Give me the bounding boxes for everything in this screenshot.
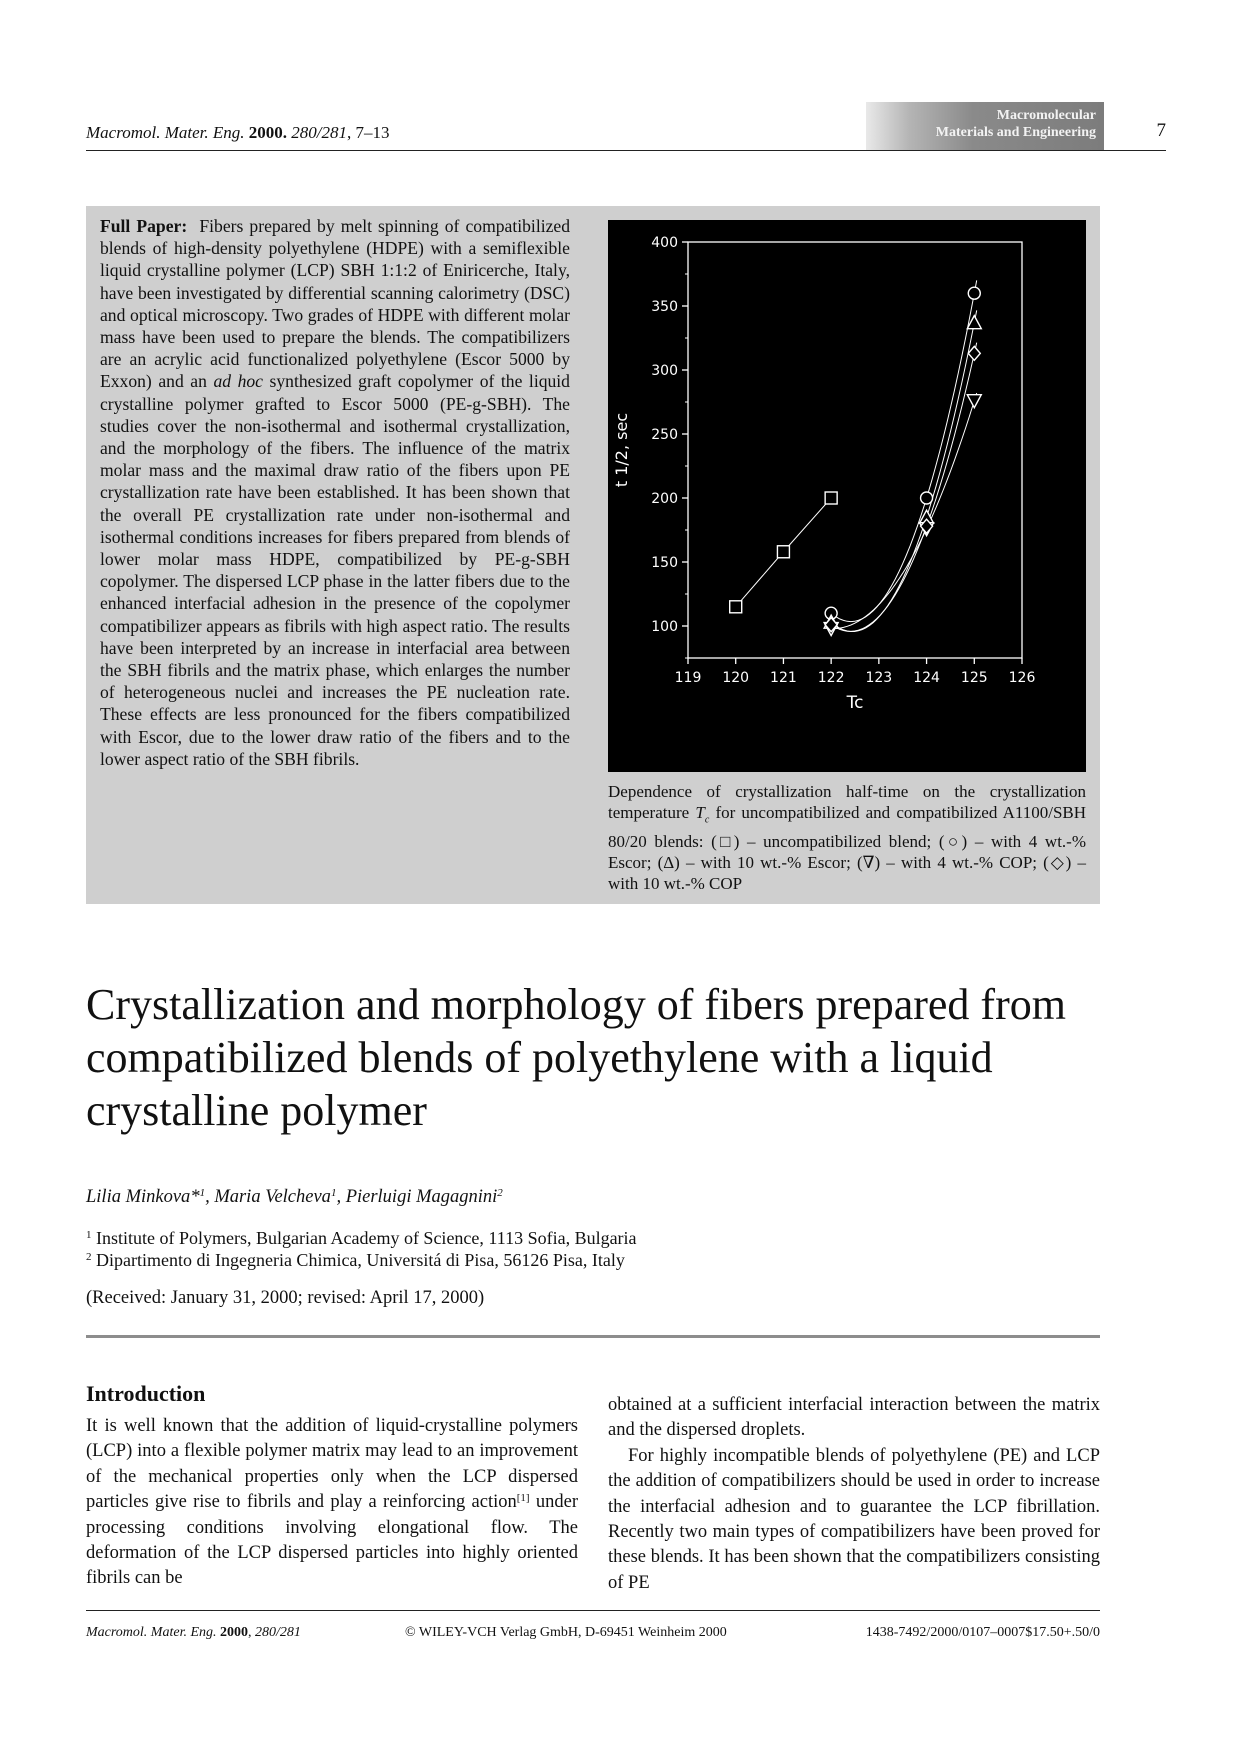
author-separator: , xyxy=(336,1187,346,1207)
author-name: Lilia Minkova xyxy=(86,1187,191,1207)
marker-diamond xyxy=(968,346,980,360)
header-citation xyxy=(86,123,389,143)
journal-logo xyxy=(866,102,1104,150)
affiliation-text: Dipartimento di Ingegneria Chimica, Universitá di Pisa, 56126 Pisa, Italy xyxy=(96,1250,625,1270)
affiliation-sup: 1 xyxy=(86,1229,92,1241)
page-number: 7 xyxy=(1156,120,1166,141)
author-separator: , xyxy=(205,1187,215,1207)
figure-caption xyxy=(608,781,1086,894)
x-tick-label: 124 xyxy=(913,670,940,686)
body-column-left xyxy=(86,1380,578,1592)
caption-tc xyxy=(695,803,710,826)
header-volume: 280/281 xyxy=(291,123,347,142)
footer-citation: Macromol. Mater. Eng. 2000, 280/281 xyxy=(86,1625,301,1640)
figure-chart xyxy=(608,220,1086,772)
author-affil-sup: 1 xyxy=(199,1187,206,1199)
header-pages: , 7–13 xyxy=(346,123,390,142)
author-affil-sup: 2 xyxy=(497,1187,503,1199)
x-tick-label: 120 xyxy=(722,670,750,686)
abstract-text-part1: Fibers prepared by melt spinning of compatibilized blends of high-density polyethylene (HDPE) with a semiflexible liquid crystalline polymer (LCP) SBH 1:1:2 of Eniricerche, Italy, have been investigated by differential scanning calorimetry (DSC) and optical microscopy. Two grades of HDPE with different molar mass have been used to prepare the blends. The compatibilizers are an acrylic acid functionalized polyethylene (Escor 5000 by Exxon) and an xyxy=(100,216,571,392)
affiliation-text: Institute of Polymers, Bulgarian Academy of Science, 1113 Sofia, Bulgaria xyxy=(96,1228,637,1248)
body-text: It is well known that the addition of liquid-crystalline polymers (LCP) into a flexible polymer matrix may lead to an improvement of the mechanical properties only when the LCP dispersed particles give rise to fibrils and play a reinforcing action xyxy=(86,1416,578,1513)
header-year: 2000. xyxy=(248,123,287,142)
body-paragraph xyxy=(86,1414,578,1592)
author-mark: * xyxy=(190,1187,200,1207)
y-tick-label: 250 xyxy=(651,427,678,443)
affiliation-sup: 2 xyxy=(86,1251,92,1263)
footer-journal: Macromol. Mater. Eng. xyxy=(86,1625,217,1640)
x-tick-label: 122 xyxy=(817,670,845,686)
header-journal: Macromol. Mater. Eng. xyxy=(86,123,245,142)
x-tick-label: 126 xyxy=(1008,670,1036,686)
footer-copyright: © WILEY-VCH Verlag GmbH, D-69451 Weinheim 2000 xyxy=(405,1625,727,1640)
caption-part1: Dependence of crystallization half-time on the crystallization temperature xyxy=(608,782,1086,823)
series-curve xyxy=(829,310,977,631)
marker-square xyxy=(730,601,742,613)
caption-part2: for uncompatibilized and compatibilized A1100/SBH 80/20 blends: (□) – uncompatibilized blend; (○) – with 4 wt.-% Escor; (Δ) – with 10 wt.-% Escor; (∇) – with 4 wt.-% COP; (◇) – with 10 wt.-% COP xyxy=(608,803,1087,894)
crystallization-chart xyxy=(608,220,1086,772)
y-tick-label: 400 xyxy=(651,235,678,251)
author xyxy=(214,1187,345,1207)
abstract-text xyxy=(100,215,570,770)
x-tick-label: 123 xyxy=(865,670,893,686)
author-list xyxy=(86,1187,503,1208)
journal-logo-line2: Materials and Engineering xyxy=(935,125,1096,140)
abstract-italic-term: ad hoc xyxy=(213,371,263,392)
y-tick-label: 150 xyxy=(651,555,678,571)
x-tick-label: 121 xyxy=(770,670,797,686)
y-axis-label: t 1/2, sec xyxy=(612,412,631,488)
section-divider xyxy=(86,1335,1100,1338)
footer-rule xyxy=(86,1610,1100,1611)
y-tick-label: 100 xyxy=(651,619,678,635)
series-curve xyxy=(829,280,977,621)
marker-circle xyxy=(921,492,933,504)
author-name: Pierluigi Magagnini xyxy=(345,1187,498,1207)
paper-title: Crystallization and morphology of fibers prepared from compatibilized blends of polyethylene with a liquid crystalline polymer xyxy=(86,980,1066,1135)
abstract-box xyxy=(86,206,1100,904)
x-tick-label: 119 xyxy=(674,670,702,686)
marker-diamond xyxy=(825,618,837,632)
header-rule xyxy=(86,150,1166,151)
author xyxy=(86,1187,214,1207)
footer-volume: 280/281 xyxy=(255,1625,301,1640)
x-tick-label: 125 xyxy=(960,670,988,686)
body-column-right xyxy=(608,1393,1100,1596)
body-paragraph: For highly incompatible blends of polyethylene (PE) and LCP the addition of compatibilizers should be used in order to increase the interfacial adhesion and to guarantee the LCP fibrillation. Recently two main types of compatibilizers have been proved for these blends. It has been shown that the compatibilizers consisting of PE xyxy=(608,1445,1100,1593)
abstract-label: Full Paper: xyxy=(100,216,188,236)
received-dates: (Received: January 31, 2000; revised: April 17, 2000) xyxy=(86,1288,485,1308)
series-curve xyxy=(829,393,977,629)
body-paragraph: obtained at a sufficient interfacial interaction between the matrix and the dispersed droplets. xyxy=(608,1395,1100,1441)
marker-circle xyxy=(968,287,980,299)
y-tick-label: 350 xyxy=(651,299,678,315)
section-heading: Introduction xyxy=(86,1381,206,1406)
x-axis-label: Tc xyxy=(846,693,864,713)
author-name: Maria Velcheva xyxy=(214,1187,331,1207)
affiliation xyxy=(86,1249,637,1271)
citation-ref: [1] xyxy=(516,1492,530,1505)
marker-square xyxy=(825,492,837,504)
body-text: under processing conditions involving elongational flow. The deformation of the LCP dispersed particles into highly oriented fibrils can be xyxy=(86,1492,579,1589)
y-tick-label: 300 xyxy=(651,363,678,379)
caption-tc-sub: c xyxy=(704,814,710,826)
abstract-text-part2: synthesized graft copolymer of the liquid crystalline polymer grafted to Escor 5000 (PE-g-SBH). The studies cover the non-isothermal and isothermal crystallization, and the morphology of the fibers. The influence of the matrix molar mass and the maximal draw ratio of the fibers upon PE crystallization rate have been established. It has been shown that the overall PE crystallization rate under non-isothermal and isothermal conditions increases for fibers prepared from blends of lower molar mass HDPE, compatibilized by PE-g-SBH copolymer. The dispersed LCP phase in the latter fibers due to the enhanced interfacial adhesion in the presence of the copolymer compatibilizer appears as fibrils with high aspect ratio. The results have been interpreted by an increase in interfacial area between the SBH fibrils and the matrix phase, which enlarges the number of heterogeneous nuclei and increases the PE nucleation rate. These effects are less pronounced for the fibers compatibilized with Escor, due to the lower draw ratio of the fibers and to the lower aspect ratio of the SBH fibrils. xyxy=(100,371,570,769)
marker-triangle-down xyxy=(967,395,981,408)
footer-issn: 1438-7492/2000/0107–0007$17.50+.50/0 xyxy=(865,1625,1100,1640)
marker-square xyxy=(777,546,789,558)
journal-logo-line1: Macromolecular xyxy=(996,108,1096,123)
series-curve xyxy=(829,343,977,632)
author-affil-sup: 1 xyxy=(330,1187,337,1199)
affiliations xyxy=(86,1227,637,1271)
caption-tc-letter: T xyxy=(695,803,705,823)
affiliation xyxy=(86,1227,637,1249)
y-tick-label: 200 xyxy=(651,491,678,507)
footer-year: 2000 xyxy=(220,1625,249,1640)
author xyxy=(346,1187,503,1207)
